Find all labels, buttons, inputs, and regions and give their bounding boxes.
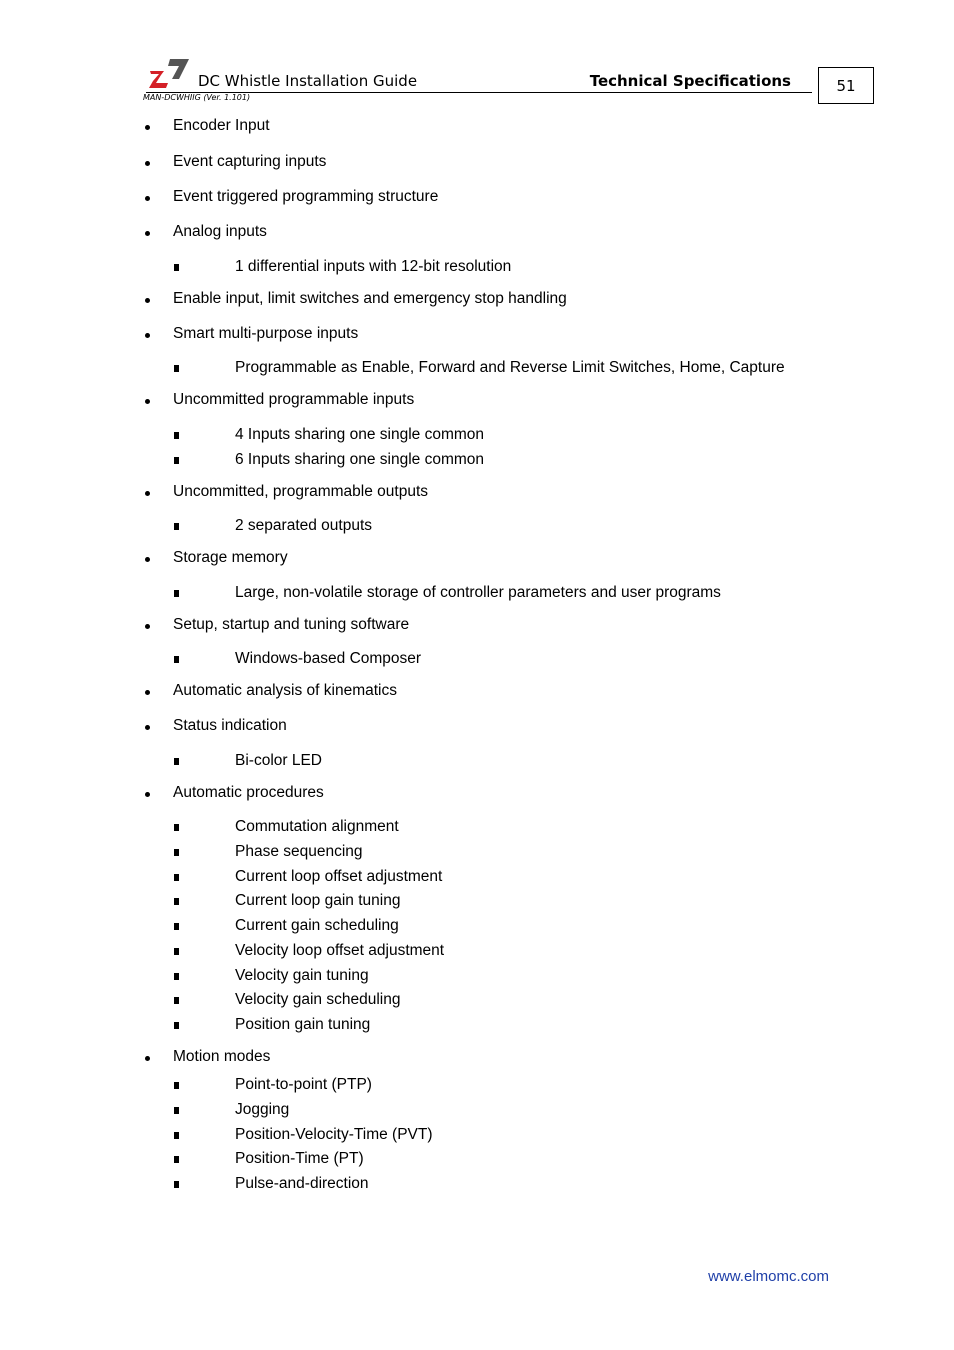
- bullet-icon: [145, 1056, 150, 1061]
- square-bullet-icon: [174, 824, 179, 831]
- list-item-text: Encoder Input: [173, 117, 270, 134]
- bullet-icon: [145, 161, 150, 166]
- list-item-text: Setup, startup and tuning software: [173, 616, 410, 633]
- sub-list-item-text: Velocity loop offset adjustment: [235, 942, 445, 959]
- square-bullet-icon: [174, 365, 179, 372]
- square-bullet-icon: [174, 997, 179, 1004]
- sub-list-item-text: Velocity gain scheduling: [235, 991, 401, 1008]
- list-item-text: Motion modes: [173, 1048, 271, 1065]
- document-code: MAN-DCWHIIG (Ver. 1.101): [143, 93, 251, 102]
- square-bullet-icon: [174, 523, 179, 530]
- elmo-logo-icon: [148, 57, 190, 89]
- square-bullet-icon: [174, 898, 179, 905]
- sub-list-item-text: Pulse-and-direction: [235, 1175, 369, 1192]
- list-item-text: Storage memory: [173, 549, 288, 566]
- sub-list-item-text: Current loop offset adjustment: [235, 868, 443, 885]
- sub-list-item-text: Phase sequencing: [235, 843, 363, 860]
- sub-list-item-text: Position-Velocity-Time (PVT): [235, 1126, 433, 1143]
- square-bullet-icon: [174, 973, 179, 980]
- section-title: Technical Specifications: [589, 72, 791, 90]
- bullet-icon: [145, 624, 150, 629]
- bullet-icon: [145, 125, 150, 130]
- square-bullet-icon: [174, 948, 179, 955]
- square-bullet-icon: [174, 1082, 179, 1089]
- sub-list-item-text: Velocity gain tuning: [235, 967, 369, 984]
- square-bullet-icon: [174, 1107, 179, 1114]
- square-bullet-icon: [174, 656, 179, 663]
- sub-list-item-text: Point-to-point (PTP): [235, 1076, 372, 1093]
- sub-list-item-text: Windows-based Composer: [235, 650, 422, 667]
- list-item-text: Automatic analysis of kinematics: [173, 682, 397, 699]
- list-item-text: Event capturing inputs: [173, 153, 327, 170]
- bullet-icon: [145, 196, 150, 201]
- sub-list-item-text: Jogging: [235, 1101, 290, 1118]
- sub-list-item-text: Commutation alignment: [235, 818, 399, 835]
- square-bullet-icon: [174, 264, 179, 271]
- sub-list-item-text: Current loop gain tuning: [235, 892, 401, 909]
- bullet-icon: [145, 333, 150, 338]
- sub-list-item-text: Programmable as Enable, Forward and Reverse Limit Switches, Home, Capture: [235, 359, 785, 376]
- bullet-icon: [145, 792, 150, 797]
- sub-list-item-text: Position-Time (PT): [235, 1150, 364, 1167]
- list-item-text: Automatic procedures: [173, 784, 324, 801]
- sub-list-item-text: Current gain scheduling: [235, 917, 399, 934]
- square-bullet-icon: [174, 1156, 179, 1163]
- bullet-icon: [145, 298, 150, 303]
- website-link[interactable]: www.elmomc.com: [708, 1268, 829, 1285]
- sub-list-item-text: 6 Inputs sharing one single common: [235, 451, 485, 468]
- sub-list-item-text: Large, non-volatile storage of controller parameters and user programs: [235, 584, 721, 601]
- square-bullet-icon: [174, 923, 179, 930]
- square-bullet-icon: [174, 432, 179, 439]
- document-title: DC Whistle Installation Guide: [198, 72, 418, 90]
- sub-list-item-text: 2 separated outputs: [235, 517, 373, 534]
- square-bullet-icon: [174, 1181, 179, 1188]
- bullet-icon: [145, 690, 150, 695]
- sub-list-item-text: Position gain tuning: [235, 1016, 371, 1033]
- list-item-text: Event triggered programming structure: [173, 188, 439, 205]
- list-item-text: Status indication: [173, 717, 287, 734]
- bullet-icon: [145, 231, 150, 236]
- bullet-icon: [145, 725, 150, 730]
- square-bullet-icon: [174, 1132, 179, 1139]
- bullet-icon: [145, 399, 150, 404]
- square-bullet-icon: [174, 590, 179, 597]
- square-bullet-icon: [174, 1022, 179, 1029]
- page-number: 51: [818, 67, 874, 104]
- bullet-icon: [145, 491, 150, 496]
- list-item-text: Enable input, limit switches and emergency stop handling: [173, 290, 567, 307]
- list-item-text: Smart multi-purpose inputs: [173, 325, 359, 342]
- sub-list-item-text: Bi-color LED: [235, 752, 322, 769]
- list-item-text: Uncommitted programmable inputs: [173, 391, 415, 408]
- sub-list-item-text: 4 Inputs sharing one single common: [235, 426, 485, 443]
- sub-list-item-text: 1 differential inputs with 12-bit resolution: [235, 258, 512, 275]
- square-bullet-icon: [174, 758, 179, 765]
- bullet-icon: [145, 557, 150, 562]
- square-bullet-icon: [174, 874, 179, 881]
- list-item-text: Analog inputs: [173, 223, 267, 240]
- square-bullet-icon: [174, 849, 179, 856]
- list-item-text: Uncommitted, programmable outputs: [173, 483, 429, 500]
- square-bullet-icon: [174, 457, 179, 464]
